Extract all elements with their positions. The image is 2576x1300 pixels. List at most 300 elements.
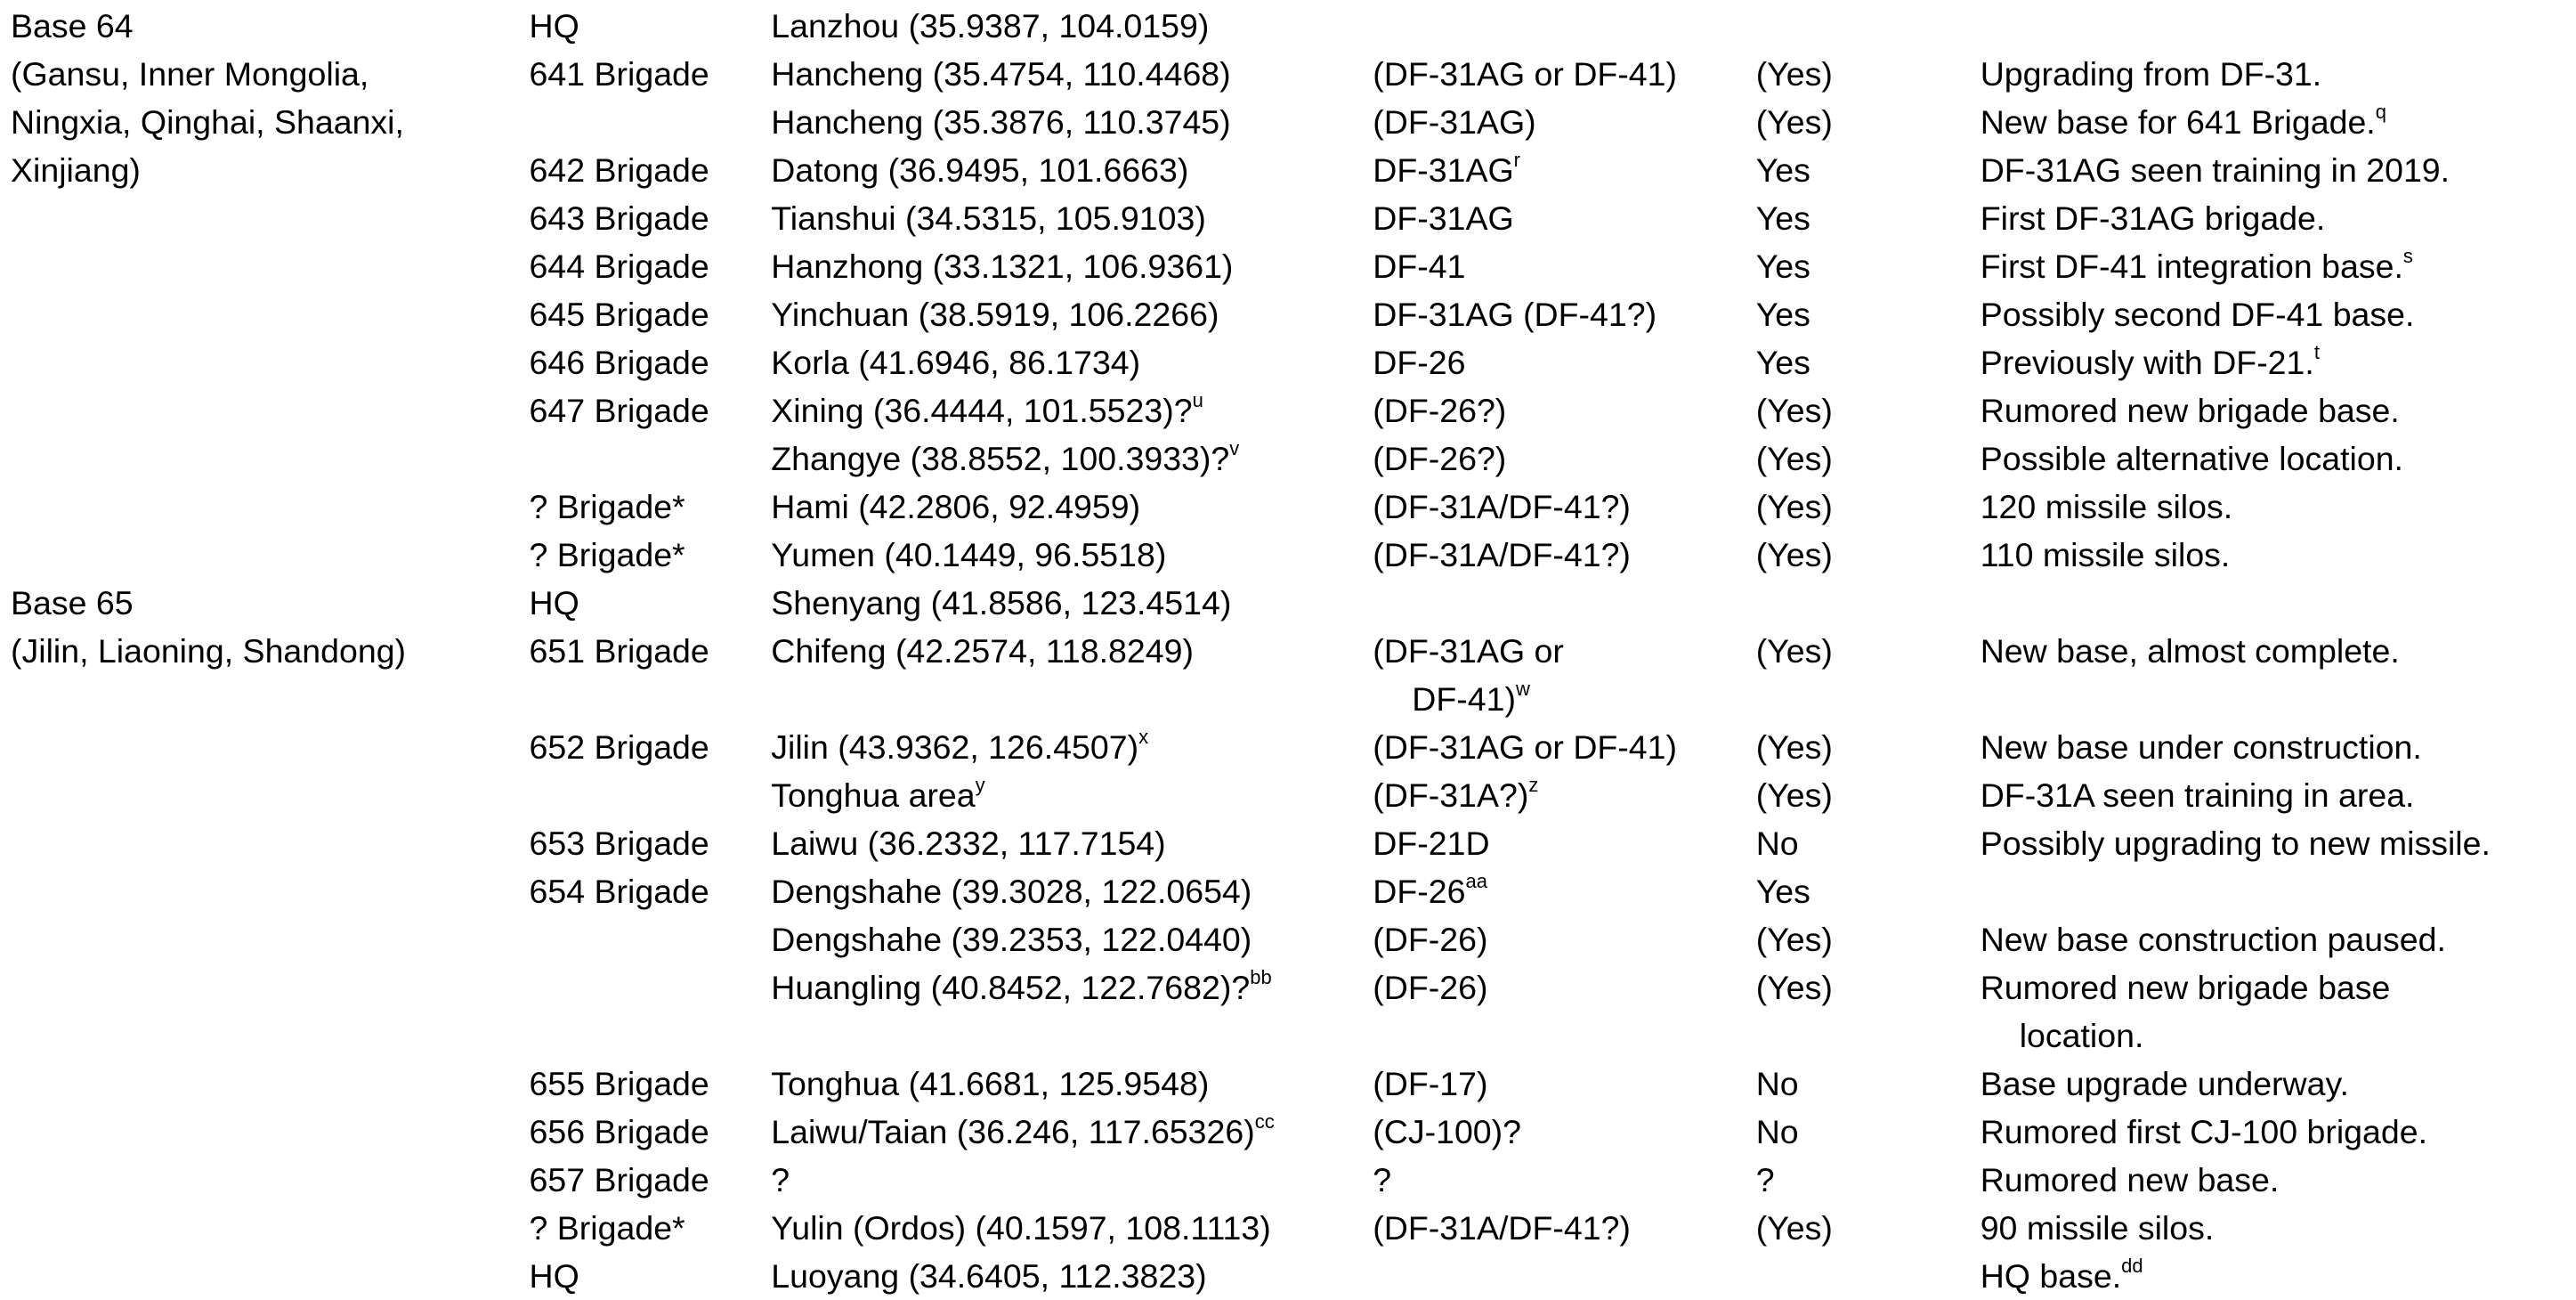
missile-cell xyxy=(1373,963,1755,1060)
cell-text: Tianshui (34.5315, 105.9103) xyxy=(771,199,1206,237)
base-cell xyxy=(11,819,530,867)
silo-cell xyxy=(1756,579,1981,627)
table-row xyxy=(11,242,2576,290)
silo-cell xyxy=(1756,771,1981,819)
cell-text-line2: location. xyxy=(2019,1017,2144,1054)
location-cell xyxy=(771,146,1373,194)
cell-text-continuation xyxy=(1981,1012,2576,1060)
silo-cell xyxy=(1756,915,1981,963)
footnote-marker: s xyxy=(2402,244,2413,267)
footnote-marker: y xyxy=(975,773,985,796)
cell-text: (DF-31A/DF-41?) xyxy=(1373,1209,1631,1247)
cell-text: 653 Brigade xyxy=(529,825,709,862)
cell-text: Hanzhong (33.1321, 106.9361) xyxy=(771,248,1234,285)
base-cell xyxy=(11,579,530,627)
unit-cell xyxy=(530,531,772,579)
location-cell xyxy=(771,50,1373,98)
note-cell xyxy=(1981,771,2576,819)
location-cell xyxy=(771,98,1373,146)
cell-text: (Jilin, Liaoning, Shandong) xyxy=(11,632,407,670)
missile-cell xyxy=(1373,194,1755,242)
unit-cell xyxy=(530,483,772,531)
note-cell xyxy=(1981,242,2576,290)
cell-text: Rumored new base. xyxy=(1980,1161,2280,1198)
cell-text: 90 missile silos. xyxy=(1980,1209,2215,1247)
location-cell xyxy=(771,867,1373,915)
base-cell xyxy=(11,338,530,386)
silo-cell xyxy=(1756,290,1981,338)
table-row xyxy=(11,2,2576,50)
cell-text: Hancheng (35.4754, 110.4468) xyxy=(771,55,1231,93)
table-row xyxy=(11,915,2576,963)
unit-cell xyxy=(530,867,772,915)
cell-text: DF-31AG xyxy=(1373,151,1514,189)
note-cell xyxy=(1981,915,2576,963)
cell-text: Rumored first CJ-100 brigade. xyxy=(1980,1113,2427,1150)
cell-text: Yinchuan (38.5919, 106.2266) xyxy=(771,296,1219,333)
cell-text: 644 Brigade xyxy=(529,248,709,285)
location-cell xyxy=(771,194,1373,242)
footnote-marker: u xyxy=(1192,388,1203,411)
cell-text: HQ xyxy=(529,1257,579,1295)
cell-text: (Yes) xyxy=(1755,103,1833,141)
cell-text: (DF-17) xyxy=(1373,1065,1488,1102)
cell-text: Datong (36.9495, 101.6663) xyxy=(771,151,1189,189)
silo-cell xyxy=(1756,723,1981,771)
cell-text: ? Brigade* xyxy=(529,488,685,525)
cell-text: Yes xyxy=(1755,151,1810,189)
silo-cell xyxy=(1756,1252,1981,1300)
missile-cell xyxy=(1373,50,1755,98)
cell-text: (Yes) xyxy=(1755,536,1833,573)
table-row xyxy=(11,338,2576,386)
location-cell xyxy=(771,627,1373,723)
location-cell xyxy=(771,963,1373,1060)
base-cell xyxy=(11,963,530,1060)
cell-text: Zhangye (38.8552, 100.3933)? xyxy=(771,440,1230,477)
cell-text: HQ base. xyxy=(1980,1257,2122,1295)
base-cell xyxy=(11,386,530,435)
unit-cell xyxy=(530,819,772,867)
cell-text: Laiwu/Taian (36.246, 117.65326) xyxy=(771,1113,1255,1150)
table-body xyxy=(11,2,2576,1300)
silo-cell xyxy=(1756,98,1981,146)
cell-text: (Yes) xyxy=(1755,1209,1833,1247)
cell-text: ? xyxy=(1373,1161,1392,1198)
base-cell xyxy=(11,2,530,50)
note-cell xyxy=(1981,1060,2576,1108)
silo-cell xyxy=(1756,1108,1981,1156)
cell-text: Yes xyxy=(1755,248,1810,285)
cell-text: Base 64 xyxy=(11,7,134,45)
unit-cell xyxy=(530,435,772,483)
cell-text: Huangling (40.8452, 122.7682)? xyxy=(771,969,1251,1006)
base-cell xyxy=(11,194,530,242)
cell-text: DF-31AG seen training in 2019. xyxy=(1980,151,2450,189)
table-row xyxy=(11,146,2576,194)
location-cell xyxy=(771,1108,1373,1156)
note-cell xyxy=(1981,1156,2576,1204)
note-cell xyxy=(1981,338,2576,386)
note-cell xyxy=(1981,194,2576,242)
base-cell xyxy=(11,50,530,98)
silo-cell xyxy=(1756,435,1981,483)
table-row xyxy=(11,1108,2576,1156)
table-row xyxy=(11,963,2576,1060)
missile-cell xyxy=(1373,1204,1755,1252)
footnote-marker: z xyxy=(1528,773,1539,796)
missile-cell xyxy=(1373,1108,1755,1156)
cell-text: (DF-31AG or DF-41) xyxy=(1373,55,1677,93)
cell-text: (Yes) xyxy=(1755,969,1833,1006)
note-cell xyxy=(1981,1204,2576,1252)
silo-cell xyxy=(1756,50,1981,98)
cell-text: (DF-31AG or DF-41) xyxy=(1373,728,1677,766)
table-row xyxy=(11,723,2576,771)
base-cell xyxy=(11,98,530,146)
cell-text: Base 65 xyxy=(11,584,134,622)
note-cell xyxy=(1981,867,2576,915)
cell-text: (DF-31AG or xyxy=(1373,632,1564,670)
base-cell xyxy=(11,1156,530,1204)
footnote-marker: w xyxy=(1515,677,1530,700)
cell-text: Possible alternative location. xyxy=(1980,440,2403,477)
unit-cell xyxy=(530,1060,772,1108)
cell-text: 657 Brigade xyxy=(529,1161,709,1198)
unit-cell xyxy=(530,194,772,242)
cell-text: 646 Brigade xyxy=(529,344,709,381)
location-cell xyxy=(771,2,1373,50)
base-cell xyxy=(11,627,530,723)
cell-text: 641 Brigade xyxy=(529,55,709,93)
cell-text: (CJ-100)? xyxy=(1373,1113,1521,1150)
table-row xyxy=(11,98,2576,146)
cell-text: First DF-41 integration base. xyxy=(1980,248,2403,285)
base-cell xyxy=(11,723,530,771)
base-cell xyxy=(11,242,530,290)
cell-text: 654 Brigade xyxy=(529,873,709,910)
note-cell xyxy=(1981,146,2576,194)
cell-text: (DF-31AG) xyxy=(1373,103,1536,141)
cell-text: New base, almost complete. xyxy=(1980,632,2400,670)
unit-cell xyxy=(530,50,772,98)
cell-text: DF-31A seen training in area. xyxy=(1980,776,2415,814)
note-cell xyxy=(1981,531,2576,579)
table-row xyxy=(11,386,2576,435)
missile-cell xyxy=(1373,771,1755,819)
cell-text: (DF-26?) xyxy=(1373,440,1507,477)
location-cell xyxy=(771,290,1373,338)
cell-text: Laiwu (36.2332, 117.7154) xyxy=(771,825,1166,862)
note-cell xyxy=(1981,723,2576,771)
cell-text: DF-31AG (DF-41?) xyxy=(1373,296,1657,333)
footnote-marker: bb xyxy=(1250,965,1272,988)
note-cell xyxy=(1981,963,2576,1060)
silo-cell xyxy=(1756,2,1981,50)
base-cell xyxy=(11,1108,530,1156)
footnote-marker: dd xyxy=(2121,1254,2143,1277)
cell-text: No xyxy=(1755,1113,1799,1150)
cell-text: DF-31AG xyxy=(1373,199,1514,237)
missile-cell xyxy=(1373,867,1755,915)
note-cell xyxy=(1981,2,2576,50)
location-cell xyxy=(771,579,1373,627)
cell-text: HQ xyxy=(529,584,579,622)
cell-text: First DF-31AG brigade. xyxy=(1980,199,2326,237)
silo-cell xyxy=(1756,1156,1981,1204)
note-cell xyxy=(1981,1108,2576,1156)
unit-cell xyxy=(530,1156,772,1204)
cell-text: Shenyang (41.8586, 123.4514) xyxy=(771,584,1232,622)
base-cell xyxy=(11,1204,530,1252)
silo-cell xyxy=(1756,627,1981,723)
missile-base-table xyxy=(11,2,2576,1300)
cell-text: ? Brigade* xyxy=(529,1209,685,1247)
silo-cell xyxy=(1756,867,1981,915)
base-cell xyxy=(11,867,530,915)
cell-text: HQ xyxy=(529,7,579,45)
cell-text: Korla (41.6946, 86.1734) xyxy=(771,344,1141,381)
cell-text: 110 missile silos. xyxy=(1980,536,2231,573)
base-cell xyxy=(11,771,530,819)
cell-text: (Yes) xyxy=(1755,488,1833,525)
cell-text: DF-26 xyxy=(1373,873,1466,910)
missile-cell xyxy=(1373,627,1755,723)
footnote-marker: cc xyxy=(1254,1109,1275,1133)
location-cell xyxy=(771,1156,1373,1204)
table-row xyxy=(11,579,2576,627)
base-cell xyxy=(11,1060,530,1108)
unit-cell xyxy=(530,386,772,435)
cell-text: DF-41 xyxy=(1373,248,1466,285)
cell-text: Upgrading from DF-31. xyxy=(1980,55,2322,93)
silo-cell xyxy=(1756,386,1981,435)
missile-cell xyxy=(1373,338,1755,386)
unit-cell xyxy=(530,242,772,290)
cell-text: 652 Brigade xyxy=(529,728,709,766)
unit-cell xyxy=(530,146,772,194)
cell-text: Xinjiang) xyxy=(11,151,141,189)
location-cell xyxy=(771,483,1373,531)
note-cell xyxy=(1981,290,2576,338)
base-cell xyxy=(11,1252,530,1300)
cell-text: Dengshahe (39.3028, 122.0654) xyxy=(771,873,1252,910)
cell-text: 643 Brigade xyxy=(529,199,709,237)
cell-text: (Gansu, Inner Mongolia, xyxy=(11,55,369,93)
cell-text: New base construction paused. xyxy=(1980,921,2446,958)
missile-cell xyxy=(1373,579,1755,627)
cell-text: Hancheng (35.3876, 110.3745) xyxy=(771,103,1231,141)
missile-cell xyxy=(1373,1060,1755,1108)
footnote-marker: t xyxy=(2313,340,2320,363)
footnote-marker: r xyxy=(1513,148,1520,171)
cell-text: (DF-31A?) xyxy=(1373,776,1529,814)
location-cell xyxy=(771,819,1373,867)
table-row xyxy=(11,50,2576,98)
missile-cell xyxy=(1373,242,1755,290)
silo-cell xyxy=(1756,146,1981,194)
base-cell xyxy=(11,531,530,579)
unit-cell xyxy=(530,1108,772,1156)
unit-cell xyxy=(530,338,772,386)
footnote-marker: v xyxy=(1229,436,1240,459)
location-cell xyxy=(771,531,1373,579)
table-row xyxy=(11,819,2576,867)
location-cell xyxy=(771,771,1373,819)
table-row xyxy=(11,194,2576,242)
cell-text: (Yes) xyxy=(1755,728,1833,766)
cell-text: Tonghua (41.6681, 125.9548) xyxy=(771,1065,1210,1102)
cell-text: Yulin (Ordos) (40.1597, 108.1113) xyxy=(771,1209,1271,1247)
cell-text: (DF-26) xyxy=(1373,921,1488,958)
cell-text: 651 Brigade xyxy=(529,632,709,670)
silo-cell xyxy=(1756,963,1981,1060)
note-cell xyxy=(1981,627,2576,723)
footnote-marker: aa xyxy=(1465,869,1487,892)
cell-text: Jilin (43.9362, 126.4507) xyxy=(771,728,1139,766)
table-row xyxy=(11,1156,2576,1204)
table-row xyxy=(11,1252,2576,1300)
cell-text: Yes xyxy=(1755,344,1810,381)
missile-cell xyxy=(1373,1252,1755,1300)
cell-text: Possibly upgrading to new missile. xyxy=(1980,825,2491,862)
note-cell xyxy=(1981,98,2576,146)
cell-text: Luoyang (34.6405, 112.3823) xyxy=(771,1257,1207,1295)
base-cell xyxy=(11,435,530,483)
unit-cell xyxy=(530,579,772,627)
cell-text: 656 Brigade xyxy=(529,1113,709,1150)
base-cell xyxy=(11,483,530,531)
cell-text: Dengshahe (39.2353, 122.0440) xyxy=(771,921,1252,958)
unit-cell xyxy=(530,963,772,1060)
missile-cell xyxy=(1373,435,1755,483)
location-cell xyxy=(771,242,1373,290)
cell-text: (Yes) xyxy=(1755,632,1833,670)
silo-cell xyxy=(1756,194,1981,242)
unit-cell xyxy=(530,98,772,146)
table-row xyxy=(11,771,2576,819)
note-cell xyxy=(1981,50,2576,98)
cell-text-line2: DF-41) xyxy=(1412,680,1516,718)
table-row xyxy=(11,1060,2576,1108)
unit-cell xyxy=(530,627,772,723)
silo-cell xyxy=(1756,531,1981,579)
cell-text: Yes xyxy=(1755,296,1810,333)
cell-text: Rumored new brigade base. xyxy=(1980,392,2400,429)
location-cell xyxy=(771,723,1373,771)
location-cell xyxy=(771,338,1373,386)
cell-text: Possibly second DF-41 base. xyxy=(1980,296,2415,333)
cell-text: New base for 641 Brigade. xyxy=(1980,103,2376,141)
cell-text-continuation xyxy=(1373,675,1755,723)
missile-cell xyxy=(1373,146,1755,194)
cell-text: 120 missile silos. xyxy=(1980,488,2233,525)
note-cell xyxy=(1981,386,2576,435)
cell-text: Ningxia, Qinghai, Shaanxi, xyxy=(11,103,404,141)
cell-text: Previously with DF-21. xyxy=(1980,344,2314,381)
cell-text: New base under construction. xyxy=(1980,728,2422,766)
cell-text: Yes xyxy=(1755,199,1810,237)
cell-text: (DF-31A/DF-41?) xyxy=(1373,536,1631,573)
cell-text: ? Brigade* xyxy=(529,536,685,573)
cell-text: No xyxy=(1755,1065,1799,1102)
base-cell xyxy=(11,146,530,194)
missile-cell xyxy=(1373,386,1755,435)
footnote-marker: q xyxy=(2375,100,2386,123)
table-row xyxy=(11,627,2576,723)
cell-text: (DF-26) xyxy=(1373,969,1488,1006)
cell-text: (DF-26?) xyxy=(1373,392,1507,429)
cell-text: 647 Brigade xyxy=(529,392,709,429)
cell-text: Yes xyxy=(1755,873,1810,910)
cell-text: Chifeng (42.2574, 118.8249) xyxy=(771,632,1194,670)
table-row xyxy=(11,483,2576,531)
cell-text: Tonghua area xyxy=(771,776,976,814)
cell-text: (Yes) xyxy=(1755,921,1833,958)
cell-text: 645 Brigade xyxy=(529,296,709,333)
silo-cell xyxy=(1756,1204,1981,1252)
silo-cell xyxy=(1756,242,1981,290)
unit-cell xyxy=(530,723,772,771)
table-row xyxy=(11,867,2576,915)
location-cell xyxy=(771,1252,1373,1300)
cell-text: No xyxy=(1755,825,1799,862)
cell-text: Rumored new brigade base xyxy=(1980,969,2391,1006)
missile-cell xyxy=(1373,98,1755,146)
footnote-marker: x xyxy=(1138,725,1149,748)
note-cell xyxy=(1981,819,2576,867)
cell-text: Xining (36.4444, 101.5523)? xyxy=(771,392,1193,429)
table-row xyxy=(11,435,2576,483)
cell-text: Hami (42.2806, 92.4959) xyxy=(771,488,1141,525)
note-cell xyxy=(1981,483,2576,531)
cell-text: (Yes) xyxy=(1755,55,1833,93)
table-row xyxy=(11,290,2576,338)
unit-cell xyxy=(530,915,772,963)
missile-cell xyxy=(1373,1156,1755,1204)
cell-text: DF-21D xyxy=(1373,825,1490,862)
note-cell xyxy=(1981,1252,2576,1300)
location-cell xyxy=(771,435,1373,483)
missile-cell xyxy=(1373,2,1755,50)
cell-text: ? xyxy=(1755,1161,1775,1198)
unit-cell xyxy=(530,290,772,338)
note-cell xyxy=(1981,579,2576,627)
base-cell xyxy=(11,915,530,963)
cell-text: 642 Brigade xyxy=(529,151,709,189)
silo-cell xyxy=(1756,338,1981,386)
cell-text: Base upgrade underway. xyxy=(1980,1065,2349,1102)
table-row xyxy=(11,531,2576,579)
cell-text: DF-26 xyxy=(1373,344,1466,381)
unit-cell xyxy=(530,2,772,50)
cell-text: (Yes) xyxy=(1755,776,1833,814)
missile-cell xyxy=(1373,723,1755,771)
silo-cell xyxy=(1756,483,1981,531)
cell-text: (Yes) xyxy=(1755,440,1833,477)
missile-cell xyxy=(1373,819,1755,867)
cell-text: Yumen (40.1449, 96.5518) xyxy=(771,536,1167,573)
location-cell xyxy=(771,1204,1373,1252)
cell-text: (Yes) xyxy=(1755,392,1833,429)
silo-cell xyxy=(1756,819,1981,867)
location-cell xyxy=(771,915,1373,963)
missile-cell xyxy=(1373,531,1755,579)
missile-cell xyxy=(1373,290,1755,338)
unit-cell xyxy=(530,771,772,819)
unit-cell xyxy=(530,1204,772,1252)
cell-text: ? xyxy=(771,1161,790,1198)
